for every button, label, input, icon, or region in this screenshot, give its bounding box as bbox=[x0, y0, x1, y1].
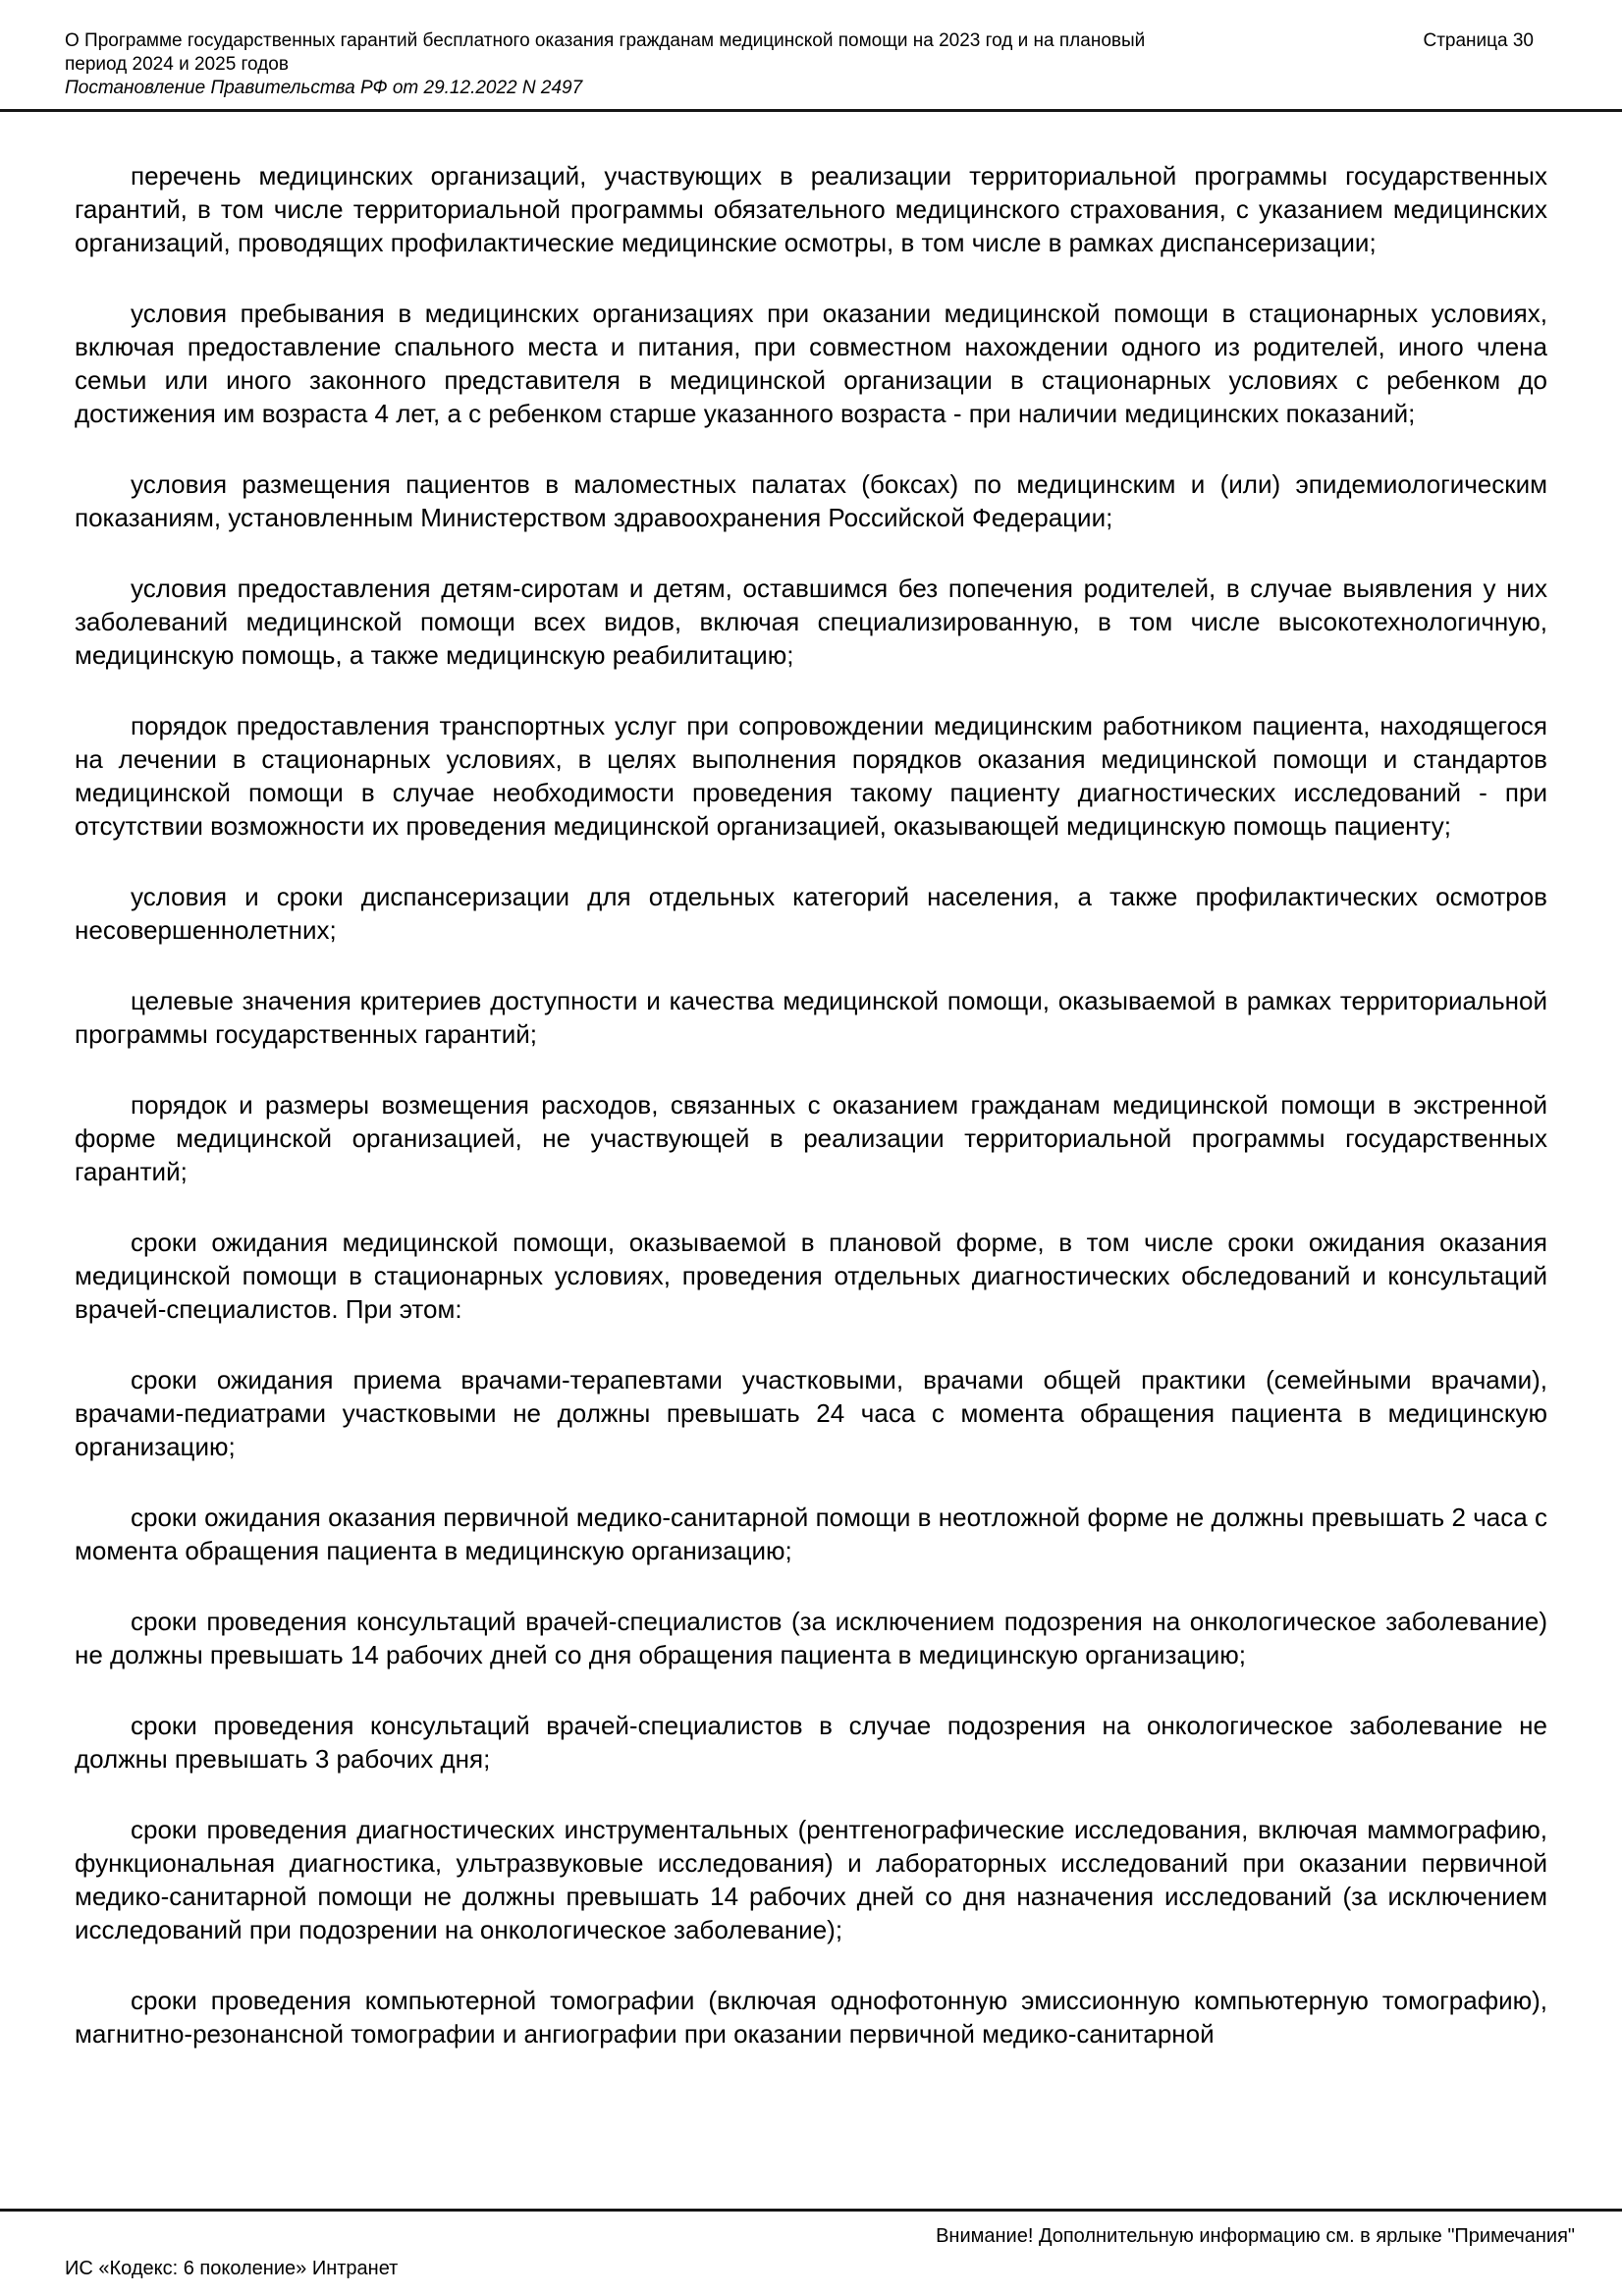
page-number-label: Страница 30 bbox=[1423, 30, 1534, 51]
document-footer bbox=[0, 2209, 1622, 2280]
paragraph: условия предоставления детям-сиротам и детям, оставшимся без попечения родителей, в случае выявления у них заболеваний медицинской помощи всех видов, включая специализированную, в том числе высокотехнологичную, медицинскую помощь, а также медицинскую реабилитацию; bbox=[75, 574, 1547, 670]
footer-divider bbox=[0, 2209, 1622, 2212]
paragraph: сроки ожидания медицинской помощи, оказываемой в плановой форме, в том числе сроки ожидания оказания медицинской помощи в стационарных условиях, проведения отдельных диагностических обследований и консультаций врачей-специалистов. При этом: bbox=[75, 1228, 1547, 1324]
document-title: О Программе государственных гарантий бесплатного оказания гражданам медицинской помощи на 2023 год и на плановый период 2024 и 2025 годов bbox=[65, 30, 1146, 75]
paragraph: порядок предоставления транспортных услуг при сопровождении медицинским работником пациента, находящегося на лечении в стационарных условиях, в целях выполнения порядков оказания медицинской помощи и стандартов медицинской помощи в случае необходимости проведения такому пациенту диагностических исследований - при отсутствии возможности их проведения медицинской организацией, оказывающей медицинскую помощь пациенту; bbox=[75, 711, 1547, 841]
paragraph: сроки проведения компьютерной томографии (включая однофотонную эмиссионную компьютерную томографию), магнитно-резонансной томографии и ангиографии при оказании первичной медико-санитарной bbox=[75, 1986, 1547, 2049]
header-row bbox=[65, 29, 1534, 77]
document-subtitle: Постановление Правительства РФ от 29.12.2022 N 2497 bbox=[65, 78, 583, 98]
paragraph: условия размещения пациентов в маломестных палатах (боксах) по медицинским и (или) эпидемиологическим показаниям, установленным Министерством здравоохранения Российской Федерации; bbox=[75, 469, 1547, 532]
footer-system-label: ИС «Кодекс: 6 поколение» Интранет bbox=[65, 2258, 399, 2279]
paragraph: перечень медицинских организаций, участвующих в реализации территориальной программы государственных гарантий, в том числе территориальной программы обязательного медицинского страхования, с указанием медицинских организаций, проводящих профилактические медицинские осмотры, в том числе в рамках диспансеризации; bbox=[75, 161, 1547, 257]
paragraph: целевые значения критериев доступности и качества медицинской помощи, оказываемой в рамках территориальной программы государственных гарантий; bbox=[75, 986, 1547, 1049]
paragraph: условия пребывания в медицинских организациях при оказании медицинской помощи в стационарных условиях, включая предоставление спального места и питания, при совместном нахождении одного из родителей, иного члена семьи или иного законного представителя в медицинской организации в стационарных условиях с ребенком до достижения им возраста 4 лет, а с ребенком старше указанного возраста - при наличии медицинских показаний; bbox=[75, 299, 1547, 428]
paragraph: сроки проведения консультаций врачей-специалистов в случае подозрения на онкологическое заболевание не должны превышать 3 рабочих дня; bbox=[75, 1711, 1547, 1774]
paragraph: условия и сроки диспансеризации для отдельных категорий населения, а также профилактических осмотров несовершеннолетних; bbox=[75, 882, 1547, 945]
document-header bbox=[0, 0, 1622, 100]
document-body bbox=[0, 112, 1622, 2050]
paragraph: сроки ожидания оказания первичной медико-санитарной помощи в неотложной форме не должны превышать 2 часа с момента обращения пациента в медицинскую организацию; bbox=[75, 1503, 1547, 1565]
paragraph: сроки проведения диагностических инструментальных (рентгенографические исследования, включая маммографию, функциональная диагностика, ультразвуковые исследования) и лабораторных исследований при оказании первичной медико-санитарной помощи не должны превышать 14 рабочих дней со дня назначения исследований (за исключением исследований при подозрении на онкологическое заболевание); bbox=[75, 1815, 1547, 1944]
paragraph: сроки проведения консультаций врачей-специалистов (за исключением подозрения на онкологическое заболевание) не должны превышать 14 рабочих дней со дня обращения пациента в медицинскую организацию; bbox=[75, 1607, 1547, 1669]
paragraph: сроки ожидания приема врачами-терапевтами участковыми, врачами общей практики (семейными врачами), врачами-педиатрами участковыми не должны превышать 24 часа с момента обращения пациента в медицинскую организацию; bbox=[75, 1365, 1547, 1461]
footer-notice: Внимание! Дополнительную информацию см. в ярлыке "Примечания" bbox=[936, 2225, 1575, 2247]
paragraph: порядок и размеры возмещения расходов, связанных с оказанием гражданам медицинской помощи в экстренной форме медицинской организацией, не участвующей в реализации территориальной программы государственных гарантий; bbox=[75, 1090, 1547, 1186]
